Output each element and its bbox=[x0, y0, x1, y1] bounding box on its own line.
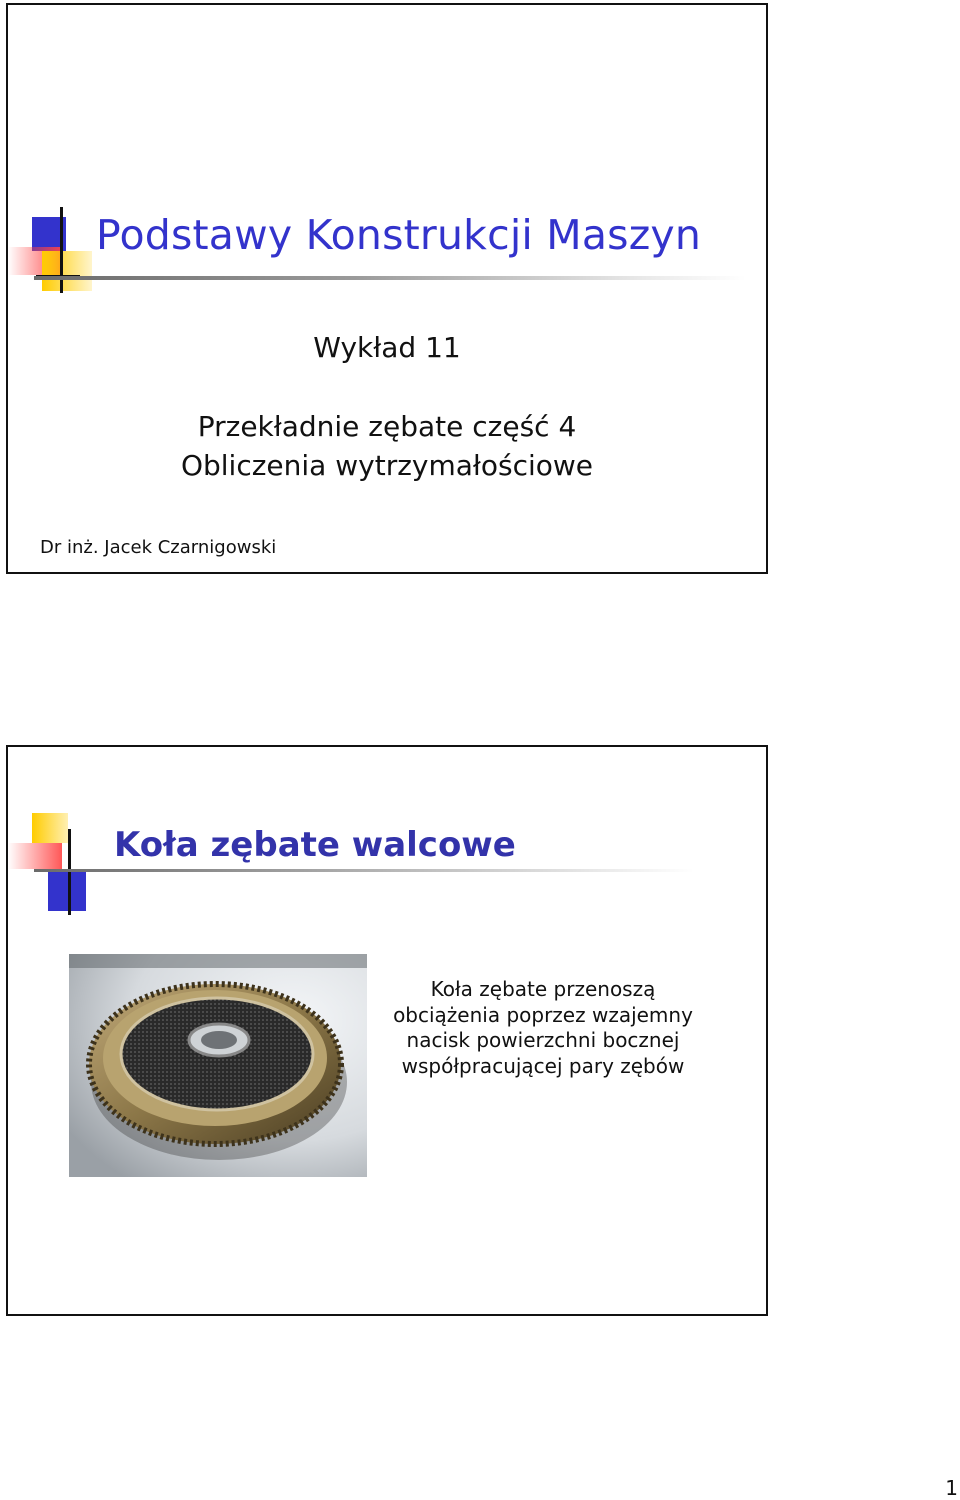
body-line: Koła zębate przenoszą bbox=[430, 977, 656, 1001]
subtitle-line-2: Obliczenia wytrzymałościowe bbox=[180, 449, 594, 482]
title-underline bbox=[34, 276, 746, 280]
title-underline bbox=[34, 869, 694, 872]
slide-1 bbox=[6, 3, 768, 574]
subtitle-line-1: Przekładnie zębate część 4 bbox=[197, 410, 577, 443]
lecture-number: Wykład 11 bbox=[313, 331, 461, 364]
author-name: Dr inż. Jacek Czarnigowski bbox=[40, 537, 277, 558]
gear-photo-icon bbox=[69, 954, 367, 1177]
slide-title: Koła zębate walcowe bbox=[114, 825, 516, 865]
page-number: 1 bbox=[945, 1476, 958, 1500]
slide-decoration-icon bbox=[8, 811, 108, 917]
slide-decoration-icon bbox=[8, 203, 108, 299]
body-line: nacisk powierzchni bocznej bbox=[406, 1028, 680, 1052]
slide-title: Podstawy Konstrukcji Maszyn bbox=[96, 211, 702, 259]
body-line: współpracującej pary zębów bbox=[401, 1053, 685, 1078]
slide-body-text bbox=[388, 977, 698, 1079]
body-line: obciążenia poprzez wzajemny bbox=[393, 1002, 693, 1027]
slide-2 bbox=[6, 745, 768, 1316]
